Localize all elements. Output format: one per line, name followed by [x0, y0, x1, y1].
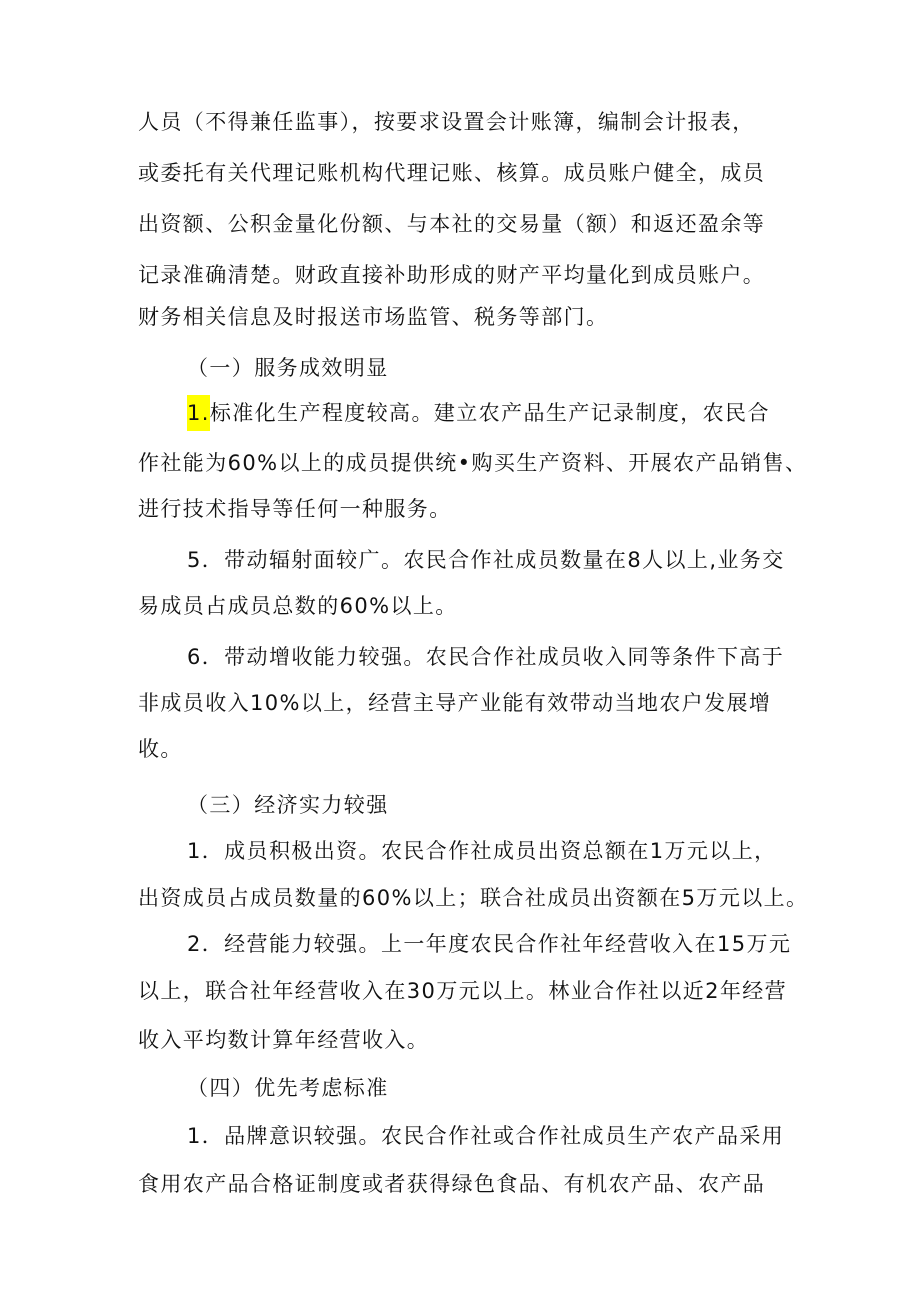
text-line-10: 5．带动辐射面较广。农民合作社成员数量在8人以上,业务交	[187, 548, 785, 572]
text-line-1: 人员（不得兼任监事），按要求设置会计账簿，编制会计报表，	[138, 110, 755, 134]
text-line-16: 1．成员积极出资。农民合作社成员出资总额在1万元以上，	[187, 839, 777, 863]
text-line-20: 收入平均数计算年经营收入。	[138, 1028, 430, 1052]
text-line-11: 易成员占成员总数的60%以上。	[138, 594, 458, 618]
text-line-7	[187, 398, 770, 428]
highlight-marker: 1.	[187, 395, 210, 431]
text-line-14: 收。	[138, 737, 183, 761]
text-line-17: 出资成员占成员数量的60%以上；联合社成员出资额在5万元以上。	[138, 886, 809, 910]
text-line-22: 1．品牌意识较强。农民合作社或合作社成员生产农产品采用	[187, 1124, 785, 1148]
text-line-23: 食用农产品合格证制度或者获得绿色食品、有机农产品、农产品	[138, 1172, 766, 1196]
section-heading-1: （一）服务成效明显	[187, 356, 389, 380]
text-line-5: 财务相关信息及时报送市场监管、税务等部门。	[138, 305, 609, 329]
text-line-2: 或委托有关代理记账机构代理记账、核算。成员账户健全，成员	[138, 161, 766, 185]
text-line-19: 以上，联合社年经营收入在30万元以上。林业合作社以近2年经营	[138, 979, 788, 1003]
section-heading-3: （三）经济实力较强	[187, 793, 389, 817]
text-line-4: 记录准确清楚。财政直接补助形成的财产平均量化到成员账户。	[138, 263, 766, 287]
text-line-9: 进行技术指导等任何一种服务。	[138, 497, 452, 521]
text-line-3: 出资额、公积金量化份额、与本社的交易量（额）和返还盈余等	[138, 212, 766, 236]
text-line-12: 6．带动增收能力较强。农民合作社成员收入同等条件下高于	[187, 645, 785, 669]
text-line-18: 2．经营能力较强。上一年度农民合作社年经营收入在15万元	[187, 932, 792, 956]
section-heading-4: （四）优先考虑标准	[187, 1076, 389, 1100]
text-line-7-body: 标准化生产程度较高。建立农产品生产记录制度，农民合	[209, 401, 770, 425]
text-line-8: 作社能为60%以上的成员提供统•购买生产资料、开展农产品销售、	[138, 451, 808, 475]
text-line-13: 非成员收入10%以上，经营主导产业能有效带动当地农户发展增	[138, 691, 772, 715]
